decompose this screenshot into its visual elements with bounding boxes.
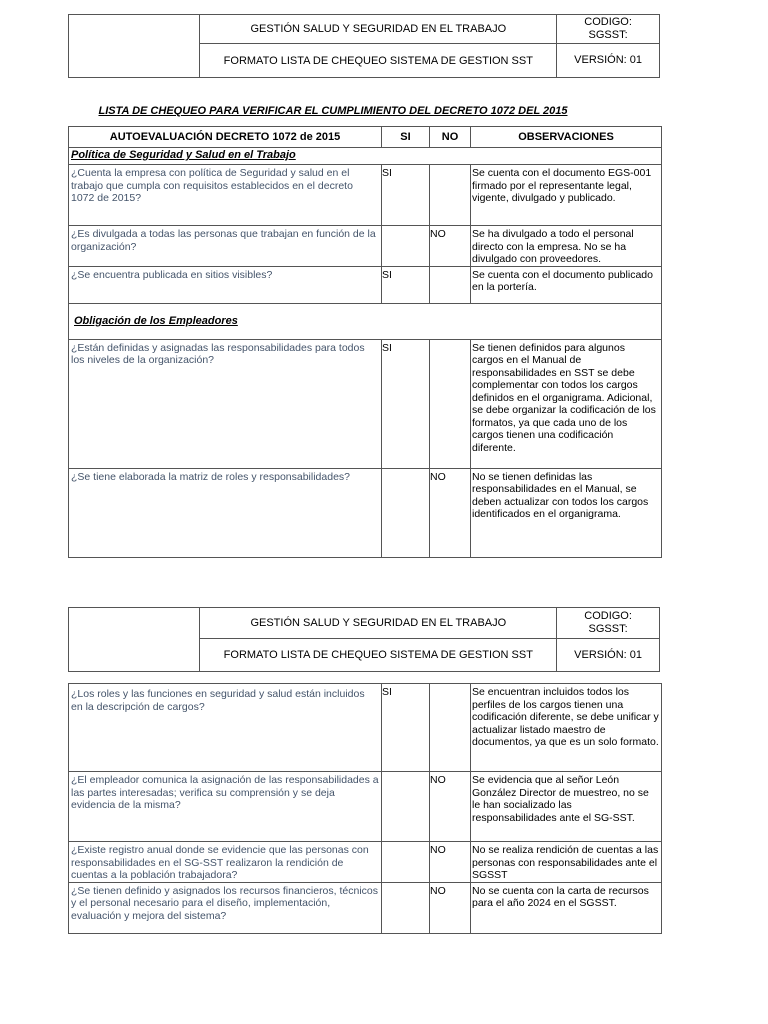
org-title: GESTIÓN SALUD Y SEGURIDAD EN EL TRABAJO [200,608,557,639]
column-header-row [69,127,662,148]
section-title: Política de Seguridad y Salud en el Trabajo [71,149,296,161]
table-row [69,339,662,468]
table-row [69,882,662,933]
checklist-table [68,126,662,558]
question-cell: ¿Se tienen definido y asignados los recursos financieros, técnicos y el personal necesario para el diseño, implementación, evaluación y mejora del sistema? [69,882,382,933]
table-row [69,468,662,557]
table-row [69,684,662,772]
column-header-si: SI [382,127,430,148]
no-cell: NO [430,226,471,267]
question-cell: ¿El empleador comunica la asignación de las responsabilidades a las partes interesadas; verifica su comprensión y se deja evidencia de la misma? [69,772,382,842]
observation-cell: Se tienen definidos para algunos cargos en el Manual de responsabilidades en SST se debe complementar con todos los cargos definidos en el organigrama. Adicional, se debe organizar la codificación de los formatos, ya que cada uno de los cargos tienen una codificación diferente. [471,339,662,468]
code-cell [557,15,660,44]
si-cell: SI [382,165,430,226]
version: VERSIÓN: 01 [557,639,660,672]
table-row [69,226,662,267]
logo-cell [69,15,200,78]
question-cell: ¿Cuenta la empresa con política de Seguridad y salud en el trabajo que cumpla con requisitos establecidos en el decreto 1072 de 2015? [69,165,382,226]
document-header [68,607,660,672]
logo-cell [69,608,200,672]
format-title: FORMATO LISTA DE CHEQUEO SISTEMA DE GESTION SST [200,639,557,672]
question-cell: ¿Se encuentra publicada en sitios visibles? [69,266,382,303]
column-header-no: NO [430,127,471,148]
observation-cell: Se evidencia que al señor León González Director de muestreo, no se le han socializado las responsabilidades ante el SG-SST. [471,772,662,842]
version: VERSIÓN: 01 [557,44,660,78]
si-cell: SI [382,684,430,772]
checklist-table [68,683,662,934]
no-cell: NO [430,468,471,557]
si-cell [382,772,430,842]
section-row [69,303,662,339]
code-label: CODIGO: [584,610,632,622]
no-cell [430,339,471,468]
no-cell [430,266,471,303]
document-title: LISTA DE CHEQUEO PARA VERIFICAR EL CUMPLIMIENTO DEL DECRETO 1072 DEL 2015 [98,105,568,117]
observation-cell: Se cuenta con el documento publicado en la portería. [471,266,662,303]
si-cell [382,468,430,557]
table-row [69,842,662,883]
column-header-obs: OBSERVACIONES [471,127,662,148]
document-header [68,14,660,78]
question-cell: ¿Los roles y las funciones en seguridad y salud están incluidos en la descripción de cargos? [69,684,382,772]
section-row [69,148,662,165]
question-cell: ¿Existe registro anual donde se evidencie que las personas con responsabilidades en el SG-SST realizaron la rendición de cuentas a la población trabajadora? [69,842,382,883]
si-cell: SI [382,266,430,303]
observation-cell: No se realiza rendición de cuentas a las personas con responsabilidades ante el SGSST [471,842,662,883]
no-cell: NO [430,842,471,883]
observation-cell: Se encuentran incluidos todos los perfiles de los cargos tienen una codificación diferente, se debe unificar y actualizar listado maestro de documentos, ya que es un solo formato. [471,684,662,772]
observation-cell: No se cuenta con la carta de recursos para el año 2024 en el SGSST. [471,882,662,933]
question-cell: ¿Están definidas y asignadas las responsabilidades para todos los niveles de la organización? [69,339,382,468]
code-label: CODIGO: [584,16,632,28]
table-row [69,266,662,303]
no-cell: NO [430,772,471,842]
code-value: SGSST: [588,29,628,41]
si-cell [382,882,430,933]
si-cell [382,226,430,267]
code-value: SGSST: [588,623,628,635]
no-cell [430,165,471,226]
observation-cell: Se ha divulgado a todo el personal directo con la empresa. No se ha divulgado con proveedores. [471,226,662,267]
table-row [69,165,662,226]
no-cell: NO [430,882,471,933]
question-cell: ¿Es divulgada a todas las personas que trabajan en función de la organización? [69,226,382,267]
format-title: FORMATO LISTA DE CHEQUEO SISTEMA DE GESTION SST [200,44,557,78]
question-cell: ¿Se tiene elaborada la matriz de roles y responsabilidades? [69,468,382,557]
no-cell [430,684,471,772]
si-cell [382,842,430,883]
observation-cell: Se cuenta con el documento EGS-001 firmado por el representante legal, vigente, divulgado y publicado. [471,165,662,226]
code-cell [557,608,660,639]
section-title: Obligación de los Empleadores [74,314,238,327]
si-cell: SI [382,339,430,468]
org-title: GESTIÓN SALUD Y SEGURIDAD EN EL TRABAJO [200,15,557,44]
column-header-autoeval: AUTOEVALUACIÓN DECRETO 1072 de 2015 [69,127,382,148]
table-row [69,772,662,842]
observation-cell: No se tienen definidas las responsabilidades en el Manual, se deben actualizar con todos los cargos identificados en el organigrama. [471,468,662,557]
